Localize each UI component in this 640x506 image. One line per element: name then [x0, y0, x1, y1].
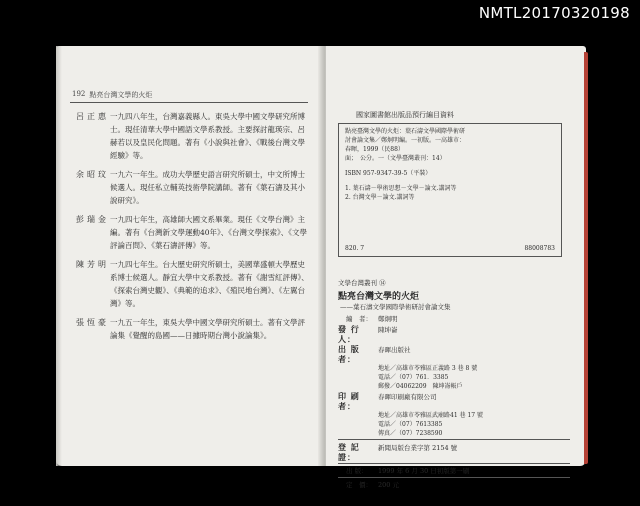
cip-isbn: ISBN 957-9347-39-5（平裝） [345, 170, 432, 177]
printer-value: 春暉印刷廠有限公司 [378, 393, 437, 401]
publisher-person-line [338, 324, 570, 344]
author-bio: 一九四七年生，高雄師大國文系畢業。現任《文學台灣》主編。著有《台灣新文學運動40年》、《台灣文學探索》、《文學評論百問》、《葉石濤評傳》等。 [110, 215, 308, 250]
running-header [72, 90, 152, 100]
price-value: 200 元 [378, 481, 399, 489]
author-bio: 一九六一年生。成功大學歷史語言研究所碩士，中文所博士候選人。現任私立輔英技術學院講師。著有《葉石濤及其小說研究》。 [110, 170, 305, 205]
date-line [338, 466, 570, 476]
publisher-label: 出 版 者： [338, 344, 360, 364]
divider [338, 477, 570, 478]
publisher-value: 春暉出版社 [378, 346, 411, 354]
editor-value: 鄭炯明 [378, 315, 398, 323]
printer-line [338, 391, 570, 411]
editor-label: 編 者： [346, 315, 372, 323]
author-bio: 一九四七年生。台大歷史研究所碩士，美國華盛頓大學歷史系博士候選人。靜宜大學中文系教授。著有《謝雪紅評傳》、《探索台灣史觀》、《典範的追求》、《殖民地台灣》、《左翼台灣》等。 [110, 260, 309, 308]
book-subtitle: ——葉石濤文學國際學術研討會論文集 [340, 303, 451, 311]
cip-class-number: 820. 7 [345, 245, 365, 252]
cip-line: 面； 公分。一（文學臺灣叢刊：14） [345, 155, 446, 162]
running-head-title: 點亮台灣文學的火炬 [89, 91, 153, 99]
date-value: 1999 年 6 月 30 日初版第一刷 [378, 467, 470, 475]
printer-label: 印 刷 者： [338, 391, 360, 411]
open-book [56, 46, 590, 489]
page-number: 192 [72, 90, 86, 98]
archive-id: NMTL20170320198 [478, 4, 630, 22]
author-bio: 一九五一年生，東吳大學中國文學研究所碩士。著有文學評論集《覺醒的島國——日據時期台灣小說論集》。 [110, 318, 305, 340]
cip-block [338, 110, 562, 257]
book-title: 點亮台灣文學的火炬 [338, 292, 420, 302]
publisher-line [338, 344, 570, 364]
cip-line: 春暉，1999（民88） [345, 146, 404, 153]
cip-heading: 國家圖書館出版品預行編目資料 [356, 111, 454, 119]
registration-line [338, 442, 570, 462]
author-list [76, 110, 312, 348]
author-entry [76, 213, 312, 252]
publisher-person-label: 發 行 人： [338, 324, 360, 344]
page-shadow [56, 46, 62, 466]
printer-address: 地址／高雄市苓雅區武廟路41 巷 17 號 [378, 412, 483, 419]
divider [338, 463, 570, 464]
author-entry [76, 110, 312, 162]
registration-label: 登 記 證： [338, 442, 360, 462]
left-page [56, 46, 322, 466]
author-bio: 一九四八年生，台灣嘉義縣人。東吳大學中國文學研究所博士。現任清華大學中國語文學系教授。主要探討龍瑛宗、呂赫若以及皇民化問題。著有《小說與社會》、《戰後台灣文學經驗》等。 [110, 112, 305, 160]
header-rule [70, 102, 308, 103]
publisher-person-value: 陳坤崙 [378, 326, 398, 334]
price-line [338, 480, 570, 490]
divider [338, 439, 570, 440]
author-entry [76, 168, 312, 207]
publisher-phone: 電話／（07）761．3385 [378, 374, 449, 381]
book-edge [584, 52, 588, 464]
author-entry [76, 258, 312, 310]
right-page [326, 46, 586, 489]
editor-line [338, 314, 570, 324]
printer-fax: 傳真／（07）7238590 [378, 430, 443, 437]
printer-phone: 電話／（07）7613385 [378, 421, 443, 428]
publisher-address: 地址／高雄市苓雅區正義路 3 巷 8 號 [378, 365, 478, 372]
author-name: 余昭玟 [76, 170, 109, 179]
cip-line: 2. 台灣文學－論文.講詞等 [345, 194, 415, 201]
cip-footer [345, 244, 555, 253]
registration-value: 新聞局版台業字第 2154 號 [378, 444, 458, 452]
series-label: 文學台灣叢刊 ⑭ [338, 279, 386, 287]
publisher-postal: 郵撥／04062209 陳坤崙帳戶 [378, 383, 463, 390]
author-name: 呂正惠 [76, 112, 109, 121]
author-name: 彭瑞金 [76, 215, 109, 224]
date-label: 出 版： [346, 467, 368, 475]
price-label: 定 價： [346, 481, 372, 489]
cip-record-number: 88008783 [524, 245, 555, 252]
cip-line: 1. 葉石濤－學術思想－文學－論文.講詞等 [345, 185, 457, 192]
author-entry [76, 316, 312, 342]
cip-line: 點亮臺灣文學的火炬：葉石濤文學國際學術研 [345, 128, 466, 135]
colophon [338, 314, 570, 490]
author-name: 陳芳明 [76, 260, 109, 269]
cip-box [338, 123, 562, 257]
author-name: 張恆豪 [76, 318, 109, 327]
cip-line: 討會論文集／鄭炯明編。一初版。一高雄市： [345, 137, 466, 144]
